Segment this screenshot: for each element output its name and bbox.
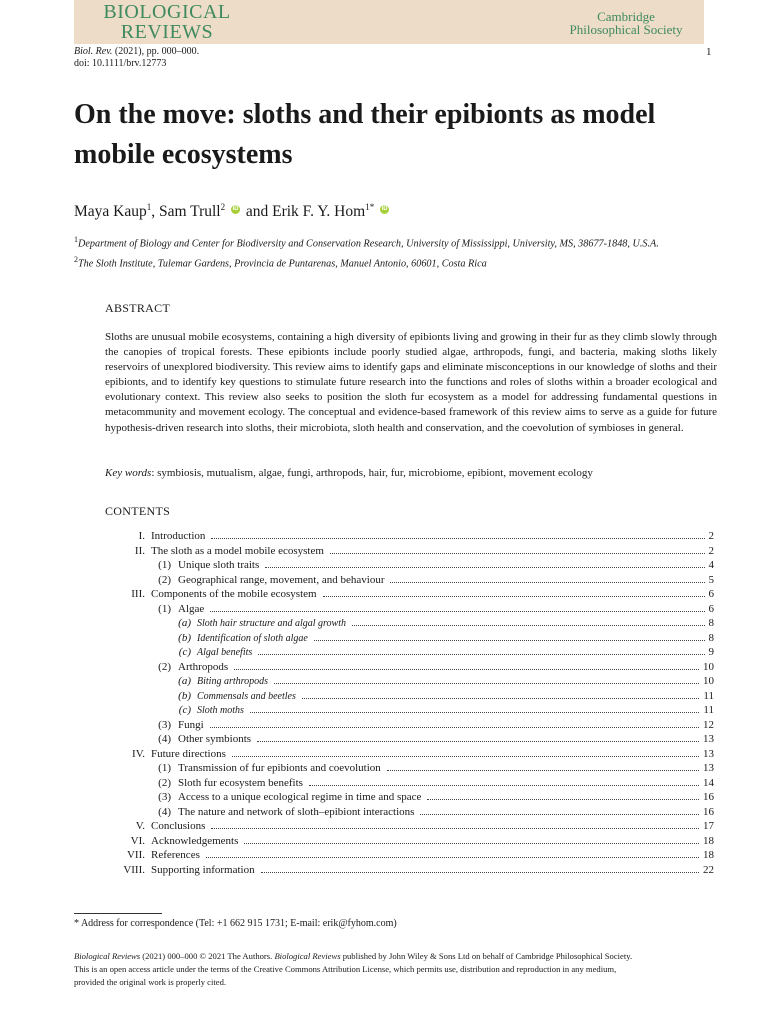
toc-entry-title: Transmission of fur epibionts and coevolution — [178, 762, 381, 774]
toc-entry-number: (3) — [158, 791, 171, 803]
toc-leader-dots — [206, 856, 699, 858]
toc-entry-number: (1) — [158, 602, 171, 615]
toc-entry[interactable] — [105, 863, 714, 878]
toc-entry[interactable] — [105, 558, 714, 573]
toc-entry-number: (3) — [158, 718, 171, 731]
toc-entry[interactable] — [105, 529, 714, 544]
author-name[interactable]: Maya Kaup — [74, 203, 147, 221]
toc-entry[interactable] — [105, 587, 714, 602]
citation-details: (2021), pp. 000–000. — [112, 46, 200, 57]
society-logo-line2: Philosophical Society — [569, 22, 683, 37]
contents-heading: CONTENTS — [105, 504, 171, 518]
toc-entry-page: 16 — [703, 791, 714, 803]
toc-entry-page: 12 — [703, 718, 714, 731]
toc-leader-dots — [352, 624, 705, 626]
license-text: provided the original work is properly cited. — [74, 977, 227, 987]
toc-entry-title: Geographical range, movement, and behaviour — [178, 573, 385, 586]
toc-entry[interactable] — [105, 645, 714, 660]
license-notice — [74, 950, 714, 989]
toc-entry[interactable] — [105, 834, 714, 849]
toc-entry-page: 11 — [703, 689, 714, 702]
toc-entry-number: VI. — [130, 834, 145, 847]
toc-leader-dots — [387, 769, 699, 771]
journal-logo[interactable] — [92, 2, 242, 42]
toc-entry[interactable] — [105, 805, 714, 820]
toc-entry[interactable] — [105, 790, 714, 805]
toc-leader-dots — [232, 755, 699, 757]
toc-leader-dots — [244, 842, 699, 844]
toc-leader-dots — [211, 537, 704, 539]
toc-entry-title: References — [151, 849, 200, 861]
toc-entry-title: Biting arthropods — [197, 676, 269, 687]
toc-entry-title: Arthropods — [178, 660, 229, 673]
toc-entry-page: 6 — [708, 588, 714, 600]
toc-entry[interactable] — [105, 674, 714, 689]
page-number: 1 — [706, 46, 712, 58]
toc-entry[interactable] — [105, 776, 714, 791]
toc-entry-title: Sloth moths — [197, 705, 244, 716]
toc-entry-page: 11 — [703, 704, 714, 716]
toc-leader-dots — [390, 581, 704, 583]
toc-entry-number: VII. — [126, 849, 145, 861]
toc-entry-number: (a) — [178, 617, 191, 629]
footnote-divider — [74, 913, 162, 914]
article-title: On the move: sloths and their epibionts as model mobile ecosystems — [74, 99, 656, 170]
toc-leader-dots — [261, 871, 699, 873]
toc-entry-number: (b) — [178, 631, 191, 644]
toc-entry-page: 13 — [703, 733, 714, 745]
toc-entry-page: 22 — [703, 863, 714, 876]
toc-entry-page: 10 — [703, 660, 714, 673]
toc-leader-dots — [427, 798, 699, 800]
toc-entry-page: 6 — [708, 602, 714, 615]
toc-entry-title: Supporting information — [151, 863, 255, 876]
toc-entry-number: III. — [131, 588, 145, 600]
license-text: (2021) 000–000 © 2021 The Authors. — [140, 951, 275, 961]
toc-leader-dots — [258, 653, 704, 655]
author-list — [74, 202, 391, 221]
toc-entry-page: 16 — [703, 805, 714, 818]
toc-entry[interactable] — [105, 602, 714, 617]
toc-entry[interactable] — [105, 761, 714, 776]
toc-entry-page: 8 — [708, 631, 714, 644]
toc-entry-title: Access to a unique ecological regime in time and space — [178, 791, 422, 803]
toc-entry-number: (4) — [158, 733, 171, 745]
toc-entry-number: (c) — [178, 704, 191, 716]
author-name[interactable]: Sam Trull — [159, 203, 221, 221]
toc-leader-dots — [210, 610, 704, 612]
toc-leader-dots — [420, 813, 699, 815]
toc-leader-dots — [210, 726, 699, 728]
toc-entry-title: Acknowledgements — [151, 834, 239, 847]
toc-entry[interactable] — [105, 616, 714, 631]
journal-logo-line1: BIOLOGICAL — [103, 1, 231, 23]
toc-entry-number: (1) — [158, 559, 171, 571]
author-affiliation-mark: 1 — [146, 202, 152, 212]
toc-entry-number: (a) — [178, 675, 191, 687]
toc-leader-dots — [234, 668, 699, 670]
author-affiliation-mark: 1* — [365, 202, 375, 212]
orcid-icon[interactable]: iD — [232, 206, 239, 212]
citation-info — [74, 46, 199, 70]
toc-leader-dots — [265, 566, 704, 568]
toc-entry-page: 2 — [708, 544, 714, 557]
toc-leader-dots — [302, 697, 700, 699]
abstract-text: Sloths are unusual mobile ecosystems, containing a high diversity of epibionts living and growing in their fur as they climb slowly through the canopies of tropical forests. These epibionts include poorly studied algae, arthropods, fungi, and bacteria, making sloths likely reservoirs of unexplored biodiversity. This review aims to identify gaps and eliminate misconceptions in our knowledge of sloths and their epibionts, and to identify key questions to stimulate future research into the functions and roles of sloths within a broader ecological and evolutionary context. This review also seeks to position the sloth fur ecosystem as a model for addressing fundamental questions in metacommunity and movement ecology. The conceptual and evidence-based framework of this review aims to serve as a guide for future hypothesis-driven research into sloths, their microbiota, sloth health and conservation, and the coevolution of symbioses in general. — [105, 331, 717, 434]
keywords-label: Key words — [105, 467, 152, 479]
toc-entry[interactable] — [105, 631, 714, 646]
toc-entry[interactable] — [105, 732, 714, 747]
toc-entry-number: (b) — [178, 689, 191, 702]
toc-entry-title: The nature and network of sloth–epibiont interactions — [178, 805, 415, 818]
toc-entry[interactable] — [105, 718, 714, 733]
author-name[interactable]: Erik F. Y. Hom — [272, 203, 366, 221]
toc-entry-title: Components of the mobile ecosystem — [151, 588, 317, 600]
toc-entry-title: Future directions — [151, 747, 226, 760]
toc-leader-dots — [211, 827, 699, 829]
toc-entry-title: Other symbionts — [178, 733, 252, 745]
toc-entry-title: Algal benefits — [197, 647, 253, 658]
toc-entry-number: (2) — [158, 660, 171, 673]
toc-entry[interactable] — [105, 848, 714, 863]
toc-entry[interactable] — [105, 573, 714, 588]
toc-leader-dots — [330, 552, 705, 554]
toc-entry-page: 18 — [703, 849, 714, 861]
toc-leader-dots — [314, 639, 705, 641]
toc-entry-number: (2) — [158, 573, 171, 586]
toc-entry-page: 17 — [703, 820, 714, 832]
toc-entry[interactable] — [105, 660, 714, 675]
society-logo[interactable] — [556, 10, 696, 36]
toc-entry-title: Fungi — [178, 718, 204, 731]
toc-entry[interactable] — [105, 819, 714, 834]
toc-entry-page: 13 — [703, 762, 714, 774]
toc-leader-dots — [250, 711, 699, 713]
journal-logo-line2: REVIEWS — [120, 21, 214, 43]
toc-entry-number: II. — [134, 544, 145, 557]
toc-entry[interactable] — [105, 747, 714, 762]
license-journal: Biological Reviews — [274, 951, 341, 961]
toc-entry-number: (4) — [158, 805, 171, 818]
citation-journal: Biol. Rev. — [74, 46, 113, 57]
toc-entry[interactable] — [105, 703, 714, 718]
affiliation-item — [74, 232, 724, 252]
toc-entry-title: Sloth hair structure and algal growth — [197, 618, 346, 629]
doi-link[interactable]: doi: 10.1111/brv.12773 — [74, 58, 167, 69]
correspondence-footnote: * Address for correspondence (Tel: +1 662 915 1731; E-mail: erik@fyhom.com) — [74, 918, 397, 929]
toc-entry-title: Commensals and beetles — [197, 690, 296, 702]
toc-entry-number: (1) — [158, 762, 171, 774]
toc-entry-number: VIII. — [123, 863, 145, 876]
toc-entry[interactable] — [105, 544, 714, 559]
orcid-icon[interactable]: iD — [381, 206, 388, 212]
toc-entry-title: Unique sloth traits — [178, 559, 260, 571]
toc-leader-dots — [309, 784, 699, 786]
author-affiliation-mark: 2 — [220, 202, 226, 212]
toc-entry-page: 9 — [708, 646, 714, 658]
toc-entry-number: (2) — [158, 776, 171, 789]
toc-entry-title: Algae — [178, 602, 205, 615]
toc-entry-page: 2 — [708, 530, 714, 542]
author-separator: and — [241, 203, 273, 221]
toc-entry-page: 14 — [703, 776, 714, 789]
toc-entry-number: V. — [135, 820, 145, 832]
toc-entry-number: (c) — [178, 646, 191, 658]
toc-entry-page: 4 — [708, 559, 714, 571]
toc-entry-title: Identification of sloth algae — [197, 632, 308, 644]
toc-entry-page: 5 — [708, 573, 714, 586]
toc-leader-dots — [257, 740, 699, 742]
toc-entry[interactable] — [105, 689, 714, 704]
toc-entry-page: 13 — [703, 747, 714, 760]
toc-entry-title: Conclusions — [151, 820, 206, 832]
author-separator: , — [151, 203, 159, 221]
toc-entry-title: The sloth as a model mobile ecosystem — [151, 544, 324, 557]
abstract-heading: ABSTRACT — [105, 301, 171, 315]
toc-entry-page: 18 — [703, 834, 714, 847]
toc-entry-number: IV. — [132, 747, 145, 760]
toc-entry-number: I. — [138, 530, 145, 542]
license-text: published by John Wiley & Sons Ltd on behalf of Cambridge Philosophical Society. — [340, 951, 633, 961]
affiliation-text: The Sloth Institute, Tulemar Gardens, Provincia de Puntarenas, Manuel Antonio, 60601, Costa Rica — [78, 258, 487, 270]
affiliations — [74, 232, 724, 273]
affiliation-item — [74, 252, 724, 272]
toc-leader-dots — [274, 682, 699, 684]
toc-entry-page: 8 — [708, 617, 714, 629]
license-text: This is an open access article under the terms of the Creative Commons Attribution License, which permits use, distribution and reproduction in any medium, — [74, 964, 617, 974]
keywords-list: : symbiosis, mutualism, algae, fungi, arthropods, hair, fur, microbiome, epibiont, movement ecology — [151, 467, 593, 479]
affiliation-text: Department of Biology and Center for Biodiversity and Conservation Research, University of Mississippi, University, MS, 38677-1848, U.S.A. — [78, 238, 659, 250]
society-logo-line1: Cambridge — [597, 9, 655, 24]
toc-leader-dots — [323, 595, 705, 597]
toc-entry-page: 10 — [703, 675, 714, 687]
keywords — [105, 467, 593, 479]
affiliation-mark: 1 — [74, 235, 78, 244]
toc-entry-title: Sloth fur ecosystem benefits — [178, 776, 303, 789]
affiliation-mark: 2 — [74, 255, 78, 265]
toc-entry-title: Introduction — [151, 530, 206, 542]
table-of-contents — [105, 529, 714, 877]
license-journal: Biological Reviews — [74, 951, 141, 961]
journal-banner — [74, 0, 704, 44]
